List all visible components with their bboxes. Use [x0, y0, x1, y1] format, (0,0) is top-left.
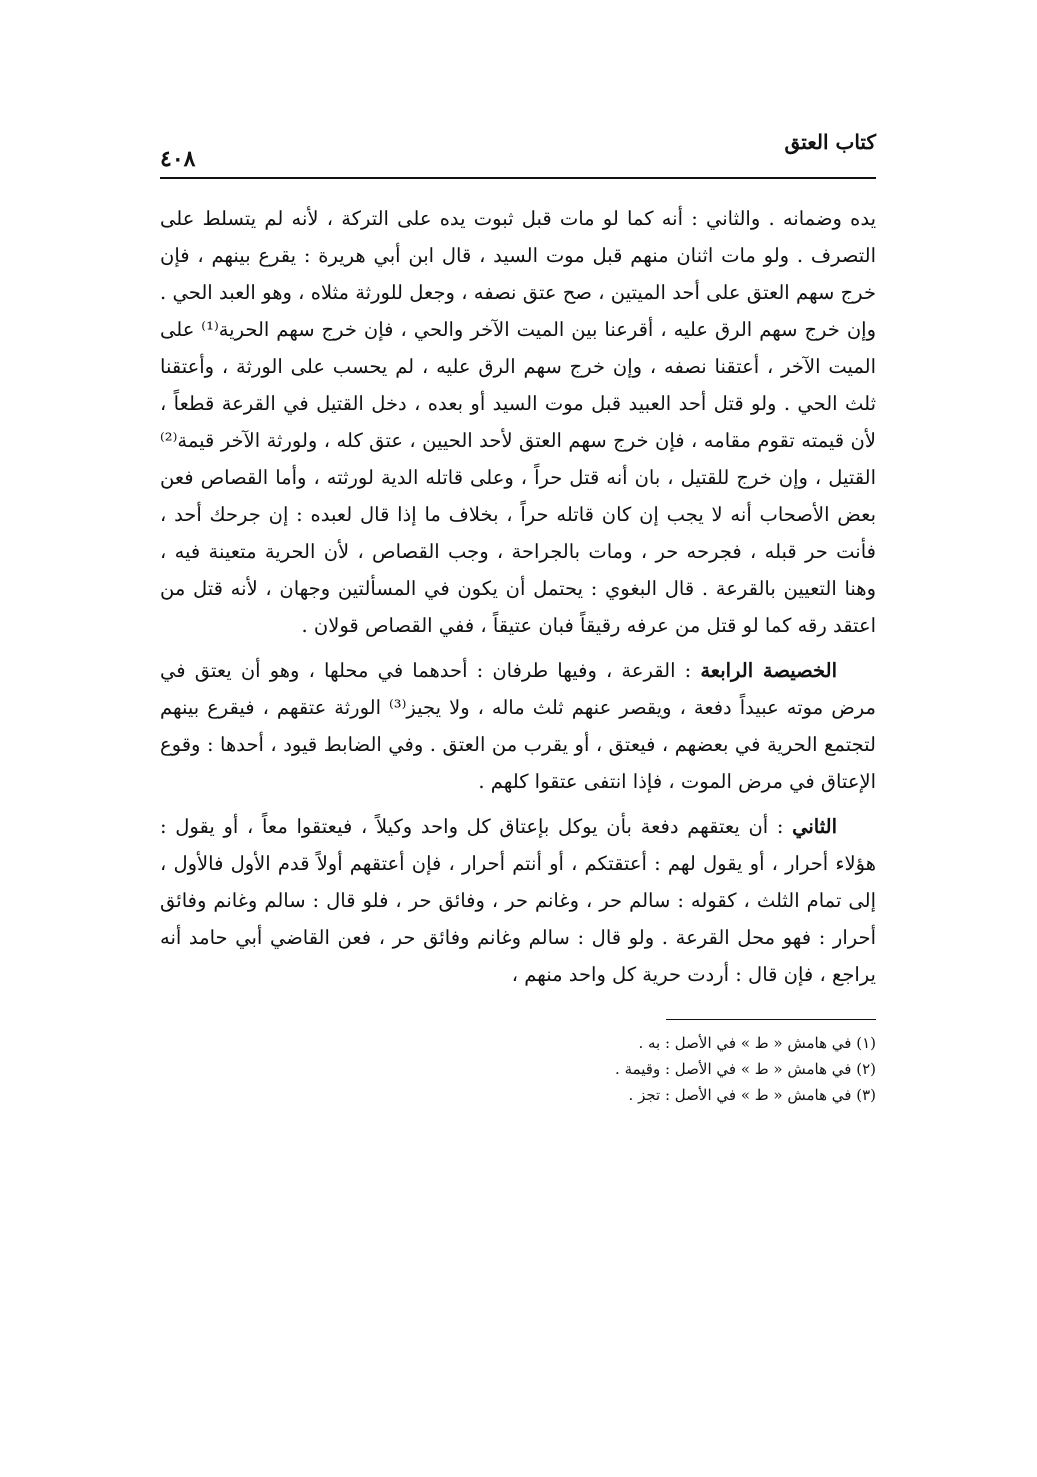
paragraph [160, 808, 876, 993]
paragraph-text: يده وضمانه . والثاني : أنه كما لو مات قبل ثبوت يده على التركة ، لأنه لم يتسلط على التصرف . ولو مات اثنان منهم قبل موت السيد ، قال ابن أبي هريرة : يقرع بينهم ، فإن خرج سهم العتق على أحد الميتين ، صح عتق نصفه ، وجعل للورثة مثلاه ، وهو العبد الحي . وإن خرج سهم الرق عليه ، أقرعنا بين الميت الآخر والحي ، فإن خرج سهم الحرية⁽¹⁾ على الميت الآخر ، أعتقنا نصفه ، وإن خرج سهم الرق عليه ، لم يحسب على الورثة ، وأعتقنا ثلث الحي . ولو قتل أحد العبيد قبل موت السيد أو بعده ، دخل القتيل في القرعة قطعاً ، لأن قيمته تقوم مقامه ، فإن خرج سهم العتق لأحد الحيين ، عتق كله ، ولورثة الآخر قيمة⁽²⁾ القتيل ، وإن خرج للقتيل ، بان أنه قتل حراً ، وعلى قاتله الدية لورثته ، وأما القصاص فعن بعض الأصحاب أنه لا يجب إن كان قاتله حراً ، بخلاف ما إذا قال لعبده : إن جرحك أحد ، فأنت حر قبله ، فجرحه حر ، ومات بالجراحة ، وجب القصاص ، لأن الحرية متعينة فيه ، وهنا التعيين بالقرعة . قال البغوي : يحتمل أن يكون في المسألتين وجهان ، لأنه قتل من اعتقد رقه كما لو قتل من عرفه رقيقاً فبان عتيقاً ، ففي القصاص قولان . [160, 207, 876, 637]
footnote: (١) في هامش « ط » في الأصل : به . [638, 1034, 876, 1052]
footnote-rule [666, 1019, 876, 1020]
paragraph [160, 200, 876, 644]
paragraph [160, 652, 876, 800]
footnotes-list [160, 1030, 876, 1108]
paragraph-text: : القرعة ، وفيها طرفان : أحدهما في محلها ، وهو أن يعتق في مرض موته عبيداً دفعة ، ويقصر عنهم ثلث ماله ، ولا يجيز⁽³⁾ الورثة عتقهم ، فيقرع بينهم لتجتمع الحرية في بعضهم ، فيعتق ، أو يقرب من العتق . وفي الضابط قيود ، أحدها : وقوع الإعتاق في مرض الموت ، فإذا انتفى عتقوا كلهم . [160, 659, 876, 793]
footnote: (٣) في هامش « ط » في الأصل : تجز . [628, 1086, 876, 1104]
paragraph-lead: الخصيصة الرابعة [700, 659, 837, 682]
page-number: ٤٠٨ [160, 146, 196, 172]
book-page [160, 124, 876, 1364]
footnote: (٢) في هامش « ط » في الأصل : وقيمة . [615, 1060, 876, 1078]
header-rule [160, 177, 876, 179]
paragraph-text: : أن يعتقهم دفعة بأن يوكل بإعتاق كل واحد وكيلاً ، فيعتقوا معاً ، أو يقول : هؤلاء أحرار ، أو يقول لهم : أعتقتكم ، أو أنتم أحرار ، فإن أعتقهم أولاً قدم الأول فالأول ، إلى تمام الثلث ، كقوله : سالم حر ، وغانم حر ، وفائق حر ، فلو قال : سالم وغانم وفائق أحرار : فهو محل القرعة . ولو قال : سالم وغانم وفائق حر ، فعن القاضي أبي حامد أنه يراجع ، فإن قال : أردت حرية كل واحد منهم ، [160, 815, 876, 986]
running-head [160, 124, 876, 180]
book-title: كتاب العتق [784, 130, 876, 154]
paragraph-lead: الثاني [792, 815, 837, 838]
body-text [160, 200, 876, 993]
